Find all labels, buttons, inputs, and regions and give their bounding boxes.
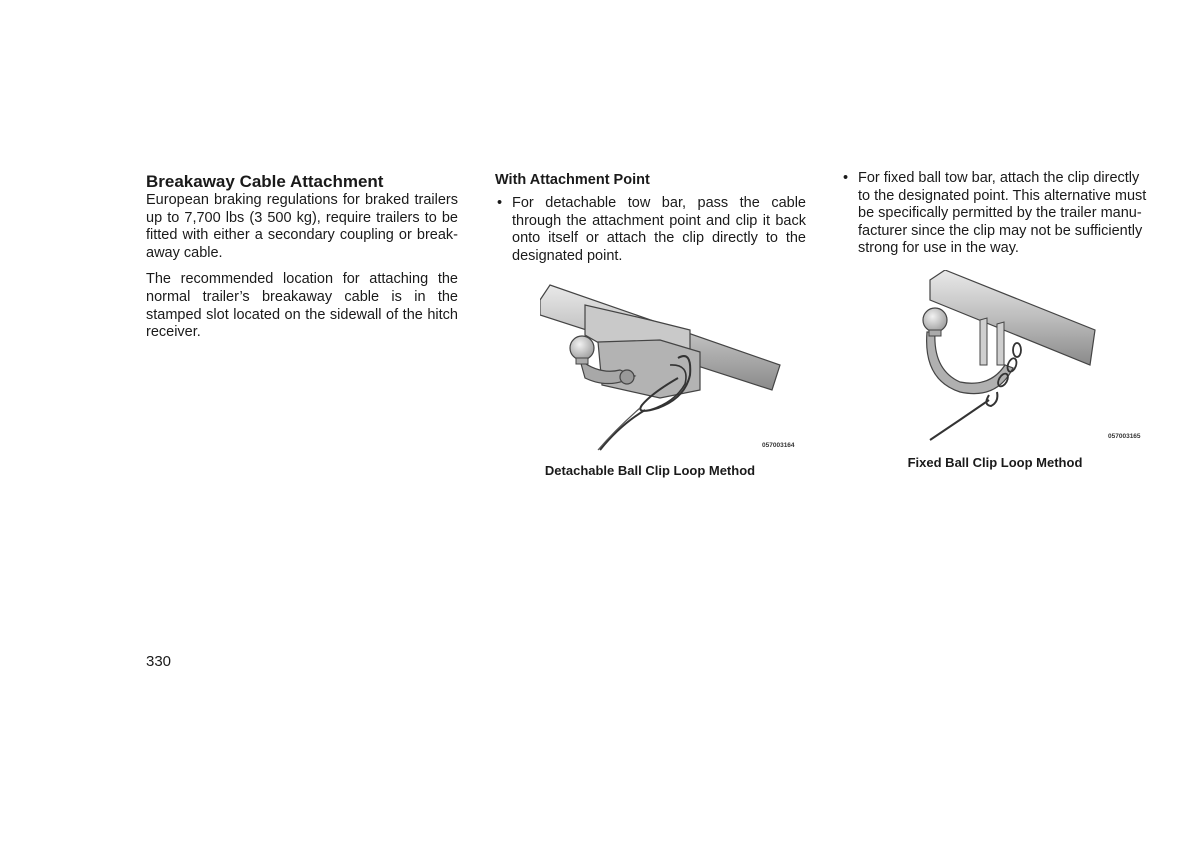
subsection-title: With Attachment Point bbox=[495, 172, 650, 188]
bullet-icon: • bbox=[497, 195, 503, 211]
right-column bbox=[841, 170, 1152, 258]
figure-caption: Fixed Ball Clip Loop Method bbox=[907, 455, 1083, 470]
figure-code: 057003165 bbox=[1108, 433, 1141, 440]
bullet-icon: • bbox=[843, 170, 849, 186]
page-number: 330 bbox=[146, 653, 172, 670]
body-paragraph: European braking regulations for braked trailers up to 7,700 lbs (3 500 kg), require trailers to be fitted with either a secondary coupling or break-away cable. bbox=[146, 192, 458, 261]
figure-code: 057003164 bbox=[762, 442, 795, 449]
middle-column bbox=[495, 170, 806, 265]
bullet-text: For detachable tow bar, pass the cable through the attachment point and clip it back onto itself or attach the clip directly to the designated point. bbox=[512, 195, 806, 264]
bullet-item bbox=[495, 195, 806, 265]
bullet-item bbox=[841, 170, 1152, 258]
body-paragraph: The recommended location for attaching the normal trailer’s breakaway cable is in the stamped slot located on the sidewall of the hitch receiver. bbox=[146, 271, 458, 341]
detachable-ball-illustration bbox=[540, 280, 810, 455]
left-column bbox=[146, 170, 458, 351]
fixed-ball-illustration bbox=[905, 270, 1155, 445]
figure-caption: Detachable Ball Clip Loop Method bbox=[544, 463, 756, 478]
bullet-text: For fixed ball tow bar, attach the clip directly to the designated point. This alternative must be specifically permitted by the trailer manu-facturer since the clip may not be sufficiently strong for use in the way. bbox=[858, 170, 1147, 257]
section-title: Breakaway Cable Attachment bbox=[146, 172, 384, 191]
